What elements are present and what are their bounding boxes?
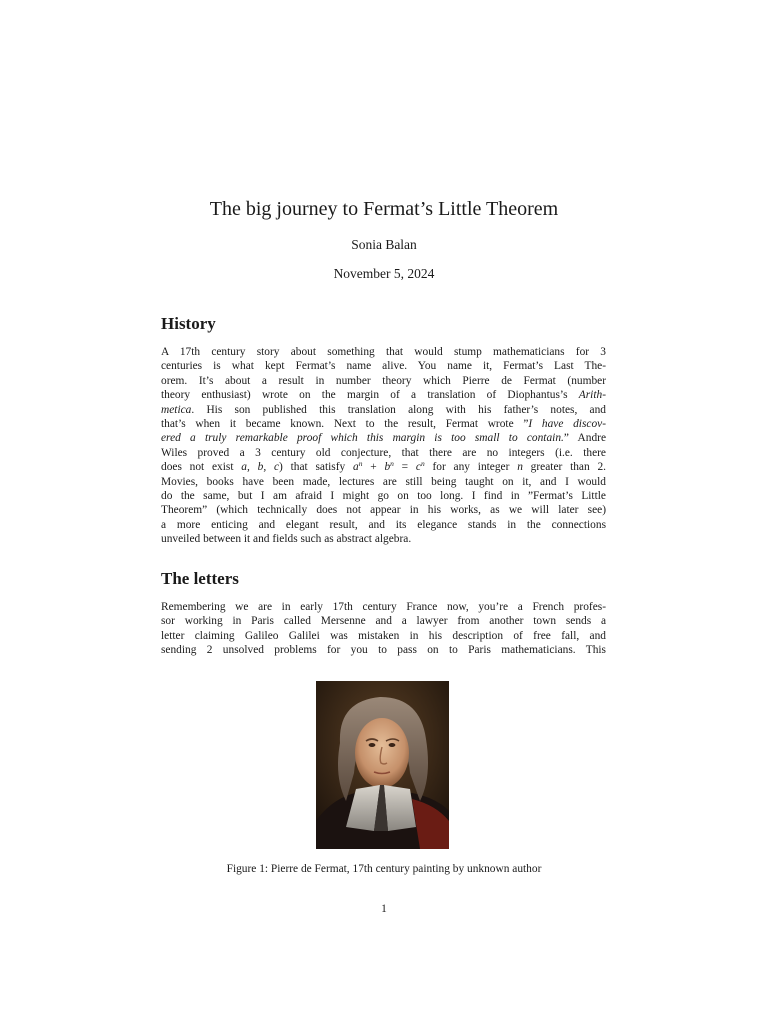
section-heading-the-letters: The letters [161,569,239,588]
paragraph-line: Wiles proved a 3 century old conjecture, that there are no integers (i.e. there [161,446,606,459]
paragraph-line: a more enticing and elegant result, and its elegance stands in the connections [161,518,606,531]
letters-paragraph [161,600,606,658]
figure-caption: Figure 1: Pierre de Fermat, 17th century painting by unknown author [226,863,542,875]
paragraph-line: do the same, but I am afraid I might go on too long. I find in ”Fermat’s Little [161,490,606,503]
paragraph-line: letter claiming Galileo Galilei was mistaken in his description of free fall, and [161,629,606,642]
paragraph-line: theory enthusiast) wrote on the margin of a translation of Diophantus’s Arith- [161,389,606,402]
paragraph-line: sending 2 unsolved problems for you to pass on to Paris mathematicians. This [161,644,606,657]
paragraph-line: unveiled between it and fields such as abstract algebra. [161,533,412,546]
paragraph-line: Theorem” (which technically does not appear in his works, as we will later see) [161,504,606,517]
paragraph-line: does not exist a, b, c) that satisfy $a^n + b^n = c^n$ for any integer n greater than 2. [161,459,607,474]
paragraph-line: A 17th century story about something that would stump mathematicians for 3 [161,346,606,358]
paragraph-line: orem. It’s about a result in number theory which Pierre de Fermat (number [161,374,606,387]
paper-title: The big journey to Fermat’s Little Theorem [209,198,559,220]
paper-author: Sonia Balan [351,237,417,252]
paper-date: November 5, 2024 [333,266,435,281]
history-paragraph [161,345,606,547]
paragraph-line: centuries is what kept Fermat’s name alive. You name it, Fermat’s Last The- [161,360,606,373]
paragraph-line: metica. His son published this translation along with his father’s notes, and [161,403,606,416]
fermat-portrait-image [316,681,449,849]
paragraph-line: Remembering we are in early 17th century France now, you’re a French profes- [161,601,606,613]
page-number: 1 [381,903,387,915]
paragraph-line: that’s when it became known. Next to the result, Fermat wrote ”I have discov- [161,418,606,431]
paragraph-line: sor working in Paris called Mersenne and a lawyer from another town sends a [161,615,606,628]
paragraph-line: ered a truly remarkable proof which this margin is too small to contain.” Andre [161,432,607,445]
paragraph-line: Movies, books have been made, lectures are still being taught on it, and I would [161,475,606,488]
section-heading-history: History [161,314,216,333]
